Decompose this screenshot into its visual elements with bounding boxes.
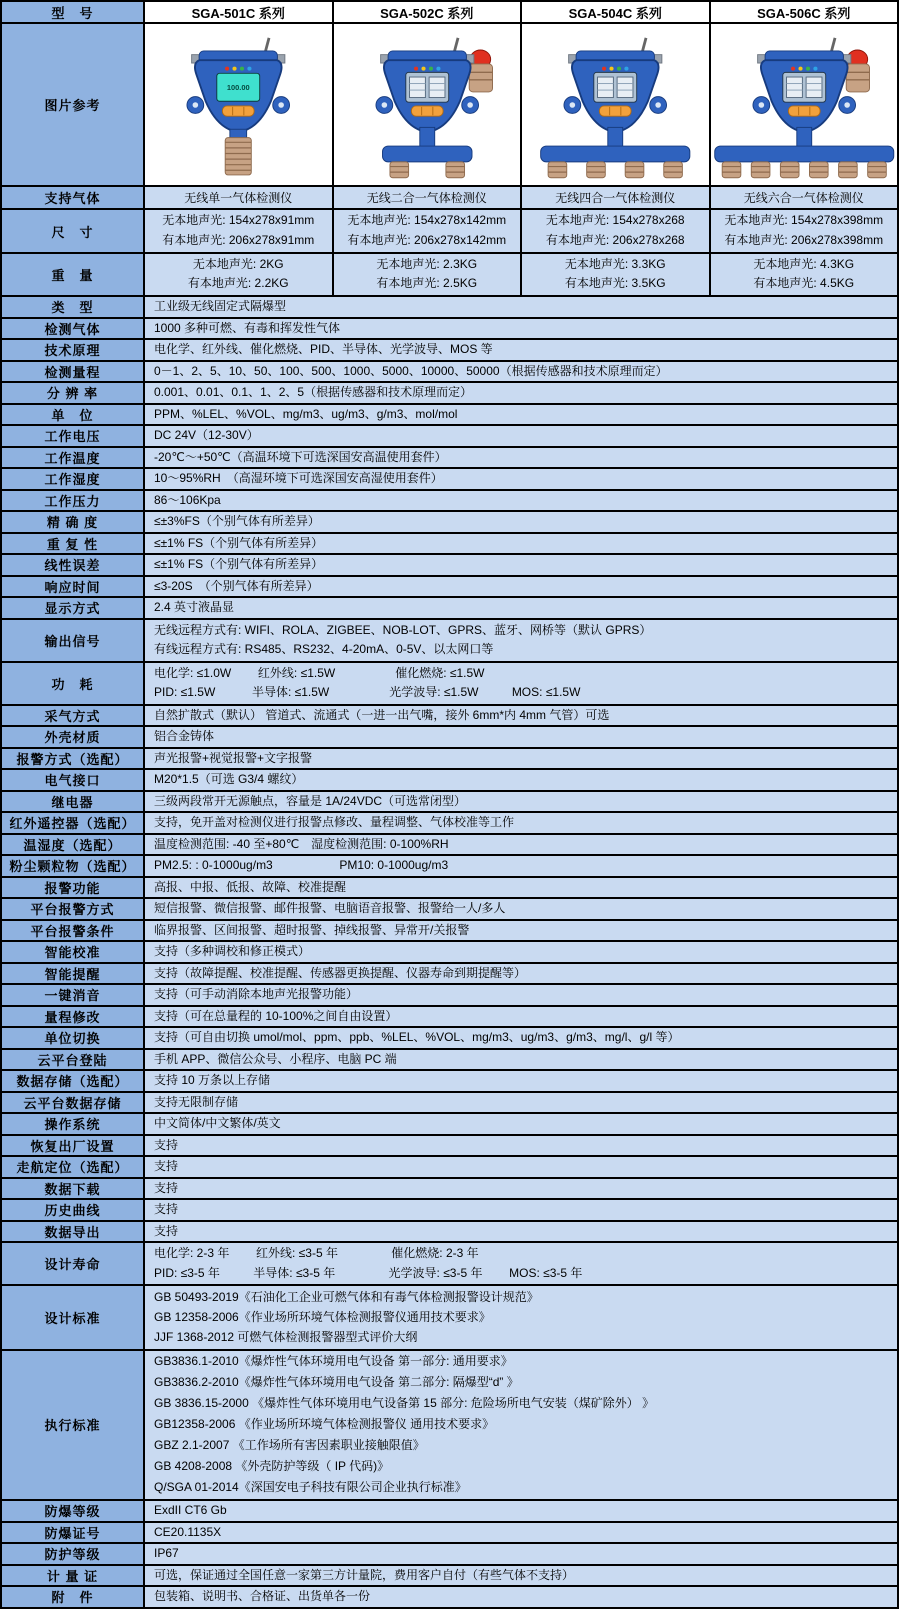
spec-row-value-line: PPM、%LEL、%VOL、mg/m3、ug/m3、g/m3、mol/mol — [145, 407, 897, 422]
spec-row-value — [145, 878, 899, 900]
spec-row-value-line: 10～95%RH （高湿环境下可选深国安高湿使用套件） — [145, 471, 897, 486]
supported-gas-value: 无线单一气体检测仪 — [145, 187, 334, 210]
spec-row — [2, 964, 899, 986]
spec-row — [2, 1157, 899, 1179]
spec-row-value-line: 86～106Kpa — [145, 493, 897, 508]
spec-row-value — [145, 448, 899, 470]
spec-row-value-line: IP67 — [145, 1546, 897, 1561]
dimension-value-line: 有本地声光: 206x278x91mm — [145, 233, 332, 249]
spec-row-value-line: GB12358-2006 《作业场所环境气体检测报警仪 通用技术要求》 — [145, 1417, 897, 1432]
weight-value-line: 无本地声光: 2KG — [145, 257, 332, 273]
spec-row-value-line: 三级两段常开无源触点，容量是 1A/24VDC（可选常闭型） — [145, 794, 897, 809]
weight-value-line: 有本地声光: 3.5KG — [522, 276, 709, 292]
spec-row — [2, 491, 899, 513]
spec-row-value — [145, 813, 899, 835]
weight-value-line: 无本地声光: 4.3KG — [711, 257, 898, 273]
weight-value-line: 有本地声光: 4.5KG — [711, 276, 898, 292]
spec-row — [2, 1050, 899, 1072]
dimension-value — [334, 210, 523, 254]
spec-row-value-line: 0－1、2、5、10、50、100、500、1000、5000、10000、50000（根据传感器和技术原理而定） — [145, 364, 897, 379]
spec-row — [2, 942, 899, 964]
weight-value-line: 有本地声光: 2.5KG — [334, 276, 521, 292]
spec-row — [2, 340, 899, 362]
spec-row-label: 线性误差 — [2, 555, 145, 577]
spec-row-value — [145, 512, 899, 534]
spec-row-value-line: GB 3836.15-2000 《爆炸性气体环境用电气设备第 15 部分: 危险场所电气安装（煤矿除外） 》 — [145, 1396, 897, 1411]
spec-row-value-line: 手机 APP、微信公众号、小程序、电脑 PC 端 — [145, 1052, 897, 1067]
spec-row-value — [145, 1050, 899, 1072]
spec-row-label: 检测量程 — [2, 362, 145, 384]
spec-row-label: 附 件 — [2, 1587, 145, 1609]
spec-row — [2, 1286, 899, 1351]
spec-row-label: 智能校准 — [2, 942, 145, 964]
spec-row-label: 数据存储（选配） — [2, 1071, 145, 1093]
spec-row — [2, 469, 899, 491]
spec-row-label: 类 型 — [2, 297, 145, 319]
spec-row-value-line: ≤3-20S （个别气体有所差异） — [145, 579, 897, 594]
spec-row — [2, 835, 899, 857]
spec-row-label: 云平台登陆 — [2, 1050, 145, 1072]
spec-row — [2, 1243, 899, 1286]
spec-row-value-line: PID: ≤3-5 年 半导体: ≤3-5 年 光学波导: ≤3-5 年 MOS: ≤3-5 年 — [145, 1266, 897, 1281]
spec-row-label: 工作温度 — [2, 448, 145, 470]
spec-row-value-line: 1000 多种可燃、有毒和挥发性气体 — [145, 321, 897, 336]
spec-row-value-line: ≤±1% FS（个别气体有所差异） — [145, 557, 897, 572]
spec-rows-container — [2, 297, 899, 1609]
spec-row — [2, 405, 899, 427]
product-image-sga-502c — [334, 24, 523, 187]
model-name: SGA-506C 系列 — [711, 2, 899, 24]
spec-row-value — [145, 964, 899, 986]
spec-row-value — [145, 1523, 899, 1545]
spec-row-value — [145, 297, 899, 319]
spec-row-label: 外壳材质 — [2, 727, 145, 749]
spec-row — [2, 383, 899, 405]
spec-row-value-line: GB 4208-2008 《外壳防护等级（ IP 代码)》 — [145, 1459, 897, 1474]
spec-row-value — [145, 856, 899, 878]
spec-row-value — [145, 792, 899, 814]
spec-row-value-line: 支持 — [145, 1138, 897, 1153]
spec-row-value — [145, 1179, 899, 1201]
spec-row-value-line: 2.4 英寸液晶显 — [145, 600, 897, 615]
spec-row-value-line: 电化学: 2-3 年 红外线: ≤3-5 年 催化燃烧: 2-3 年 — [145, 1246, 897, 1261]
spec-row-value-line: 临界报警、区间报警、超时报警、掉线报警、异常开/关报警 — [145, 923, 897, 938]
spec-row-value-line: ≤±3%FS（个别气体有所差异） — [145, 514, 897, 529]
spec-row-label: 数据导出 — [2, 1222, 145, 1244]
spec-row — [2, 921, 899, 943]
spec-row-value — [145, 921, 899, 943]
supported-gas-row — [2, 187, 899, 210]
spec-row — [2, 985, 899, 1007]
dimension-value-line: 无本地声光: 154x278x268 — [522, 213, 709, 229]
spec-row-value-line: 可选，保证通过全国任意一家第三方计量院，费用客户自付（有些气体不支持） — [145, 1568, 897, 1583]
spec-row-value-line: GB3836.2-2010《爆炸性气体环境用电气设备 第二部分: 隔爆型“d” 》 — [145, 1375, 897, 1390]
spec-row-label: 平台报警方式 — [2, 899, 145, 921]
spec-row-value-line: M20*1.5（可选 G3/4 螺纹） — [145, 772, 897, 787]
dimension-value-line: 有本地声光: 206x278x398mm — [711, 233, 898, 249]
spec-row-value — [145, 663, 899, 706]
spec-row-value-line: 温度检测范围: -40 至+80℃ 湿度检测范围: 0-100%RH — [145, 837, 897, 852]
spec-row — [2, 1523, 899, 1545]
spec-row-value-line: 支持，免开盖对检测仪进行报警点修改、量程调整、气体校准等工作 — [145, 815, 897, 830]
product-image-sga-501c — [145, 24, 334, 187]
spec-row-value-line: 电化学、红外线、催化燃烧、PID、半导体、光学波导、MOS 等 — [145, 342, 897, 357]
spec-row-value-line: 支持（故障提醒、校准提醒、传感器更换提醒、仪器寿命到期提醒等） — [145, 966, 897, 981]
supported-gas-value: 无线二合一气体检测仪 — [334, 187, 523, 210]
spec-row-value-line: 高报、中报、低报、故障、校准提醒 — [145, 880, 897, 895]
spec-row — [2, 1007, 899, 1029]
spec-row-value-line: GB 12358-2006《作业场所环境气体检测报警仪通用技术要求》 — [145, 1310, 897, 1325]
spec-row-value — [145, 555, 899, 577]
image-reference-row — [2, 24, 899, 187]
spec-row-label: 数据下载 — [2, 1179, 145, 1201]
spec-row-label: 功 耗 — [2, 663, 145, 706]
spec-row-value — [145, 1222, 899, 1244]
spec-row-value — [145, 620, 899, 663]
spec-row-value-line: 无线远程方式有: WIFI、ROLA、ZIGBEE、NOB-LOT、GPRS、蓝牙、网桥等（默认 GPRS） — [145, 623, 897, 638]
spec-row — [2, 1093, 899, 1115]
spec-row-value-line: 声光报警+视觉报警+文字报警 — [145, 751, 897, 766]
spec-row — [2, 319, 899, 341]
spec-row — [2, 362, 899, 384]
weight-value — [145, 254, 334, 297]
spec-row-label: 防爆证号 — [2, 1523, 145, 1545]
spec-row-value-line: 有线远程方式有: RS485、RS232、4-20mA、0-5V、以太网口等 — [145, 642, 897, 657]
spec-row-value-line: JJF 1368-2012 可燃气体检测报警器型式评价大纲 — [145, 1330, 897, 1345]
spec-row-value-line: GB 50493-2019《石油化工企业可燃气体和有毒气体检测报警设计规范》 — [145, 1290, 897, 1305]
spec-row-label: 平台报警条件 — [2, 921, 145, 943]
spec-row-label: 计 量 证 — [2, 1566, 145, 1588]
spec-row-value-line: GBZ 2.1-2007 《工作场所有害因素职业接触限值》 — [145, 1438, 897, 1453]
spec-row-value — [145, 1544, 899, 1566]
spec-row-value-line: PM2.5: : 0-1000ug/m3 PM10: 0-1000ug/m3 — [145, 858, 897, 873]
spec-row — [2, 1200, 899, 1222]
spec-row-value — [145, 340, 899, 362]
spec-row-value — [145, 835, 899, 857]
spec-row — [2, 620, 899, 663]
spec-row-label: 电气接口 — [2, 770, 145, 792]
spec-row — [2, 1136, 899, 1158]
product-image-sga-504c — [522, 24, 711, 187]
spec-row-label: 采气方式 — [2, 706, 145, 728]
spec-row-value — [145, 1028, 899, 1050]
spec-row-value — [145, 1114, 899, 1136]
spec-row-label: 重 复 性 — [2, 534, 145, 556]
spec-row-label: 操作系统 — [2, 1114, 145, 1136]
spec-row — [2, 856, 899, 878]
spec-row-value-line: 支持 — [145, 1181, 897, 1196]
spec-row — [2, 1351, 899, 1502]
spec-row-label: 响应时间 — [2, 577, 145, 599]
spec-row-value-line: 中文简体/中文繁体/英文 — [145, 1116, 897, 1131]
spec-row — [2, 1179, 899, 1201]
spec-row-value — [145, 1587, 899, 1609]
spec-row-label: 检测气体 — [2, 319, 145, 341]
dimension-value — [145, 210, 334, 254]
weight-row-label: 重 量 — [2, 254, 145, 297]
spec-row-label: 工作电压 — [2, 426, 145, 448]
spec-row — [2, 555, 899, 577]
spec-row-label: 恢复出厂设置 — [2, 1136, 145, 1158]
spec-row-value-line: ≤±1% FS（个别气体有所差异） — [145, 536, 897, 551]
spec-row-value-line: CE20.1135X — [145, 1525, 897, 1540]
spec-row-value-line: 支持 — [145, 1202, 897, 1217]
spec-row-value — [145, 770, 899, 792]
spec-row-label: 设计标准 — [2, 1286, 145, 1351]
spec-row-label: 显示方式 — [2, 598, 145, 620]
spec-row-value — [145, 1351, 899, 1502]
spec-row-value-line: PID: ≤1.5W 半导体: ≤1.5W 光学波导: ≤1.5W MOS: ≤1.5W — [145, 685, 897, 700]
spec-row-label: 一键消音 — [2, 985, 145, 1007]
model-name: SGA-501C 系列 — [145, 2, 334, 24]
spec-row-value-line: 短信报警、微信报警、邮件报警、电脑语音报警、报警给一人/多人 — [145, 901, 897, 916]
spec-row-value — [145, 706, 899, 728]
spec-row — [2, 1028, 899, 1050]
weight-row — [2, 254, 899, 297]
spec-row-value — [145, 1566, 899, 1588]
spec-row-value-line: DC 24V（12-30V） — [145, 428, 897, 443]
dimension-value — [522, 210, 711, 254]
spec-row-value-line: Q/SGA 01-2014《深国安电子科技有限公司企业执行标准》 — [145, 1480, 897, 1495]
spec-row-label: 红外遥控器（选配） — [2, 813, 145, 835]
spec-row-label: 智能提醒 — [2, 964, 145, 986]
support-row-label: 支持气体 — [2, 187, 145, 210]
spec-row-label: 工作压力 — [2, 491, 145, 513]
spec-row-value — [145, 426, 899, 448]
model-header-label: 型 号 — [2, 2, 145, 24]
spec-row-value-line: 自然扩散式（默认） 管道式、流通式（一进一出气嘴，接外 6mm*内 4mm 气管）可选 — [145, 708, 897, 723]
spec-row-value — [145, 362, 899, 384]
spec-row — [2, 1587, 899, 1609]
spec-row-value-line: 工业级无线固定式隔爆型 — [145, 299, 897, 314]
supported-gas-value: 无线六合一气体检测仪 — [711, 187, 899, 210]
spec-row — [2, 1566, 899, 1588]
image-row-label: 图片参考 — [2, 24, 145, 187]
spec-row-value-line: 支持 — [145, 1159, 897, 1174]
model-name: SGA-502C 系列 — [334, 2, 523, 24]
spec-row — [2, 706, 899, 728]
spec-row — [2, 512, 899, 534]
spec-row-value — [145, 985, 899, 1007]
spec-row-value — [145, 1243, 899, 1286]
weight-value-line: 无本地声光: 2.3KG — [334, 257, 521, 273]
spec-row-label: 历史曲线 — [2, 1200, 145, 1222]
spec-row-value — [145, 534, 899, 556]
spec-row-value-line: 铝合金铸体 — [145, 729, 897, 744]
spec-row-value-line: 0.001、0.01、0.1、1、2、5（根据传感器和技术原理而定） — [145, 385, 897, 400]
weight-value-line: 有本地声光: 2.2KG — [145, 276, 332, 292]
spec-row-label: 防爆等级 — [2, 1501, 145, 1523]
spec-row-label: 走航定位（选配） — [2, 1157, 145, 1179]
spec-row — [2, 813, 899, 835]
dimension-value-line: 无本地声光: 154x278x398mm — [711, 213, 898, 229]
dimension-value — [711, 210, 899, 254]
spec-row-value-line: 包装箱、说明书、合格证、出货单各一份 — [145, 1589, 897, 1604]
spec-row-value — [145, 1136, 899, 1158]
spec-row — [2, 770, 899, 792]
spec-row — [2, 297, 899, 319]
spec-row — [2, 534, 899, 556]
spec-row-value-line: 支持 — [145, 1224, 897, 1239]
spec-row — [2, 1501, 899, 1523]
spec-row-label: 继电器 — [2, 792, 145, 814]
weight-value — [522, 254, 711, 297]
dimension-value-line: 有本地声光: 206x278x268 — [522, 233, 709, 249]
spec-row-label: 单位切换 — [2, 1028, 145, 1050]
spec-row-label: 量程修改 — [2, 1007, 145, 1029]
spec-row-value-line: -20℃～+50℃（高温环境下可选深国安高温使用套件） — [145, 450, 897, 465]
spec-row-value — [145, 491, 899, 513]
spec-row — [2, 577, 899, 599]
spec-row — [2, 598, 899, 620]
spec-row-value — [145, 598, 899, 620]
spec-row — [2, 1114, 899, 1136]
spec-row-label: 工作湿度 — [2, 469, 145, 491]
spec-row-label: 分 辨 率 — [2, 383, 145, 405]
spec-row — [2, 899, 899, 921]
spec-row-label: 输出信号 — [2, 620, 145, 663]
spec-row-value — [145, 1157, 899, 1179]
spec-row-value-line: 支持（可自由切换 umol/mol、ppm、ppb、%LEL、%VOL、mg/m3、ug/m3、g/m3、mg/l、g/l 等） — [145, 1030, 897, 1045]
spec-row-label: 单 位 — [2, 405, 145, 427]
spec-row-value — [145, 899, 899, 921]
spec-row — [2, 727, 899, 749]
spec-row-value — [145, 727, 899, 749]
spec-row-label: 粉尘颗粒物（选配） — [2, 856, 145, 878]
spec-row-value — [145, 1501, 899, 1523]
spec-row-value — [145, 469, 899, 491]
spec-row-value — [145, 1093, 899, 1115]
spec-row-value — [145, 1286, 899, 1351]
spec-row — [2, 1544, 899, 1566]
spec-row-value-line: GB3836.1-2010《爆炸性气体环境用电气设备 第一部分: 通用要求》 — [145, 1354, 897, 1369]
spec-row-value — [145, 749, 899, 771]
weight-value-line: 无本地声光: 3.3KG — [522, 257, 709, 273]
size-row-label: 尺 寸 — [2, 210, 145, 254]
spec-row-label: 报警方式（选配） — [2, 749, 145, 771]
dimensions-row — [2, 210, 899, 254]
spec-row — [2, 426, 899, 448]
spec-row-value-line: 电化学: ≤1.0W 红外线: ≤1.5W 催化燃烧: ≤1.5W — [145, 666, 897, 681]
weight-value — [334, 254, 523, 297]
spec-row-value — [145, 1007, 899, 1029]
spec-row — [2, 663, 899, 706]
spec-row — [2, 448, 899, 470]
spec-row-value-line: 支持（可在总量程的 10-100%之间自由设置） — [145, 1009, 897, 1024]
spec-row-value-line: 支持 10 万条以上存储 — [145, 1073, 897, 1088]
dimension-value-line: 无本地声光: 154x278x91mm — [145, 213, 332, 229]
spec-row-label: 报警功能 — [2, 878, 145, 900]
spec-row — [2, 878, 899, 900]
spec-row-value — [145, 577, 899, 599]
spec-row-label: 精 确 度 — [2, 512, 145, 534]
spec-row-label: 设计寿命 — [2, 1243, 145, 1286]
spec-row-value — [145, 942, 899, 964]
spec-row-value-line: 支持（多种调校和修正模式） — [145, 944, 897, 959]
supported-gas-value: 无线四合一气体检测仪 — [522, 187, 711, 210]
spec-row — [2, 792, 899, 814]
spec-row-value — [145, 1200, 899, 1222]
spec-row-value — [145, 319, 899, 341]
dimension-value-line: 有本地声光: 206x278x142mm — [334, 233, 521, 249]
spec-row-value-line: ExdII CT6 Gb — [145, 1503, 897, 1518]
spec-row-label: 执行标准 — [2, 1351, 145, 1502]
spec-row — [2, 1071, 899, 1093]
spec-row-label: 温湿度（选配） — [2, 835, 145, 857]
dimension-value-line: 无本地声光: 154x278x142mm — [334, 213, 521, 229]
spec-row-label: 技术原理 — [2, 340, 145, 362]
spec-row — [2, 1222, 899, 1244]
spec-row — [2, 749, 899, 771]
spec-row-value — [145, 1071, 899, 1093]
svg-text:100.00: 100.00 — [227, 83, 250, 92]
spec-row-value-line: 支持无限制存储 — [145, 1095, 897, 1110]
model-header-row — [2, 2, 899, 24]
spec-row-value — [145, 405, 899, 427]
spec-row-label: 云平台数据存储 — [2, 1093, 145, 1115]
product-image-sga-506c — [711, 24, 899, 187]
weight-value — [711, 254, 899, 297]
spec-row-value — [145, 383, 899, 405]
model-name: SGA-504C 系列 — [522, 2, 711, 24]
spec-row-value-line: 支持（可手动消除本地声光报警功能） — [145, 987, 897, 1002]
spec-row-label: 防护等级 — [2, 1544, 145, 1566]
